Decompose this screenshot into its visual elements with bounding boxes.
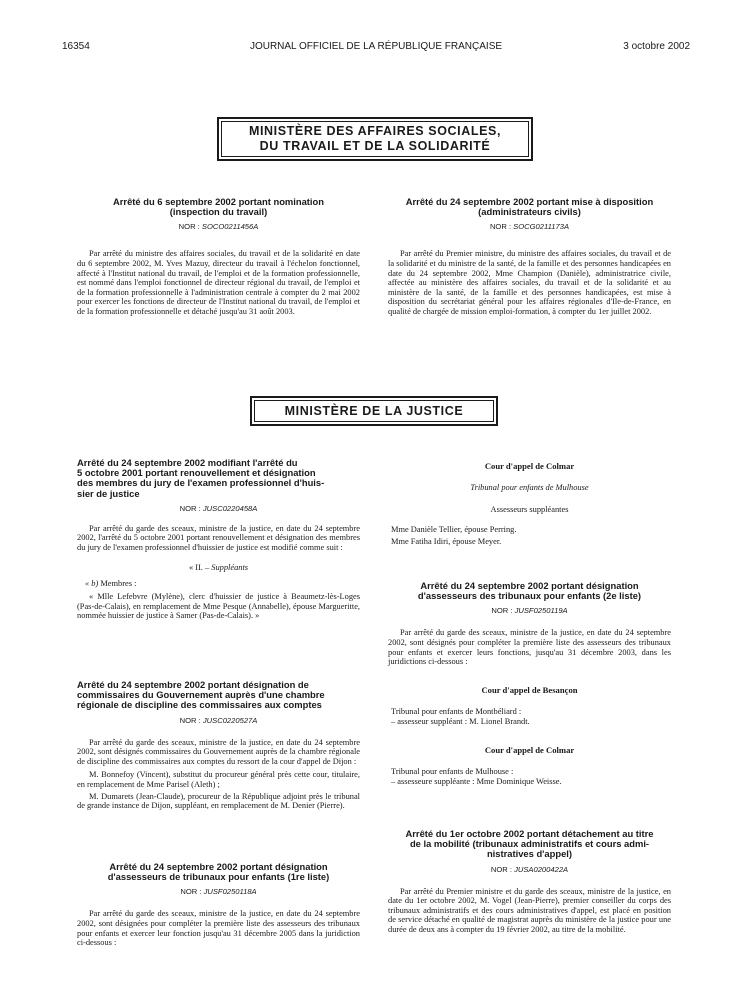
nor-reference [388,222,671,232]
article-paragraph: Par arrêté du ministre des affaires sociales, du travail et de la solidarité en date du 6 septembre 2002, M. Yves Mazuy, directeur du travail à l'échelon fonctionnel, affecté à l'Institut national du travail, de l'emploi et de la formation professionnelle, est nommé dans l'emploi fonctionnel de directeur régional du travail, de l'emploi et de la formation professionnelle à l'administration centrale à compter du 2 mai 2002 pour exercer les fonctions de directeur de l'Institut national du travail, de l'emploi et de la formation professionnelle et détaché jusqu'au 31 août 2003. [77,249,360,316]
article-title [388,829,671,860]
nor-reference [388,865,671,875]
title-line: Arrêté du 24 septembre 2002 portant mise à disposition [405,196,654,207]
title-line: (administrateurs civils) [478,206,581,218]
colmar-continuation [388,461,671,547]
title-line: Arrêté du 24 septembre 2002 portant désignation de [77,679,309,690]
article-title [77,197,360,217]
assesseur-name: Mme Fatiha Idiri, épouse Meyer. [391,537,502,546]
nor-label: NOR : [179,715,203,725]
article-paragraph: Par arrêté du garde des sceaux, ministre de la justice, en date du 24 septembre 2002, sont désignées pour compléter la première liste des assesseurs des tribunaux pour enfants et exercer leur fonction jusqu'au 31 décembre 2005 dans la juridiction ci-dessous : [77,909,360,948]
nor-label: NOR : [178,222,202,232]
nor-code: SOCG0211173A [513,222,570,232]
cour-heading: Cour d'appel de Colmar [484,744,575,755]
nor-reference [77,222,360,232]
assesseurs-heading: Assesseurs suppléantes [490,505,569,514]
nor-label: NOR : [179,503,203,513]
nor-label: NOR : [490,864,515,874]
article-assesseurs-1re-liste [77,862,360,948]
section-prefix: « II. – [188,562,212,572]
section-name: Suppléants [211,562,249,572]
article-paragraph: M. Bonnefoy (Vincent), substitut du procureur général près cette cour, titulaire, en remplacement de Mme Parisel (Aleth) ; [77,770,360,789]
title-line: nistratives d'appel) [486,848,573,860]
article-jury-huissier [77,458,360,621]
article-paragraph: Par arrêté du Premier ministre et du garde des sceaux, ministre de la justice, en date du 1er octobre 2002, M. Vogel (Jean-Pierre), premier conseiller du corps des tribunaux administratifs et des cours administratives d'appel, est placé en position de service détaché en qualité de magistrat auprès du ministère de la justice pour une durée de deux ans à compter du 19 février 2002, au titre de la mobilité. [388,886,671,934]
title-line: Arrêté du 1er octobre 2002 portant détachement au titre [405,828,654,839]
article-title [77,458,360,499]
article-paragraph: Par arrêté du garde des sceaux, ministre de la justice, en date du 24 septembre 2002, sont désignés commissaires du Gouvernement auprès de la chambre régionale de discipline des commissaires aux comptes du ressort de la cour d'appel de Dijon : [77,737,360,766]
assesseur-line: – assesseur suppléant : M. Lionel Brandt. [391,716,530,726]
ministry-title-line1: MINISTÈRE DES AFFAIRES SOCIALES, [248,124,502,138]
nor-code: SOCO0211456A [201,222,259,232]
article-assesseurs-2e-liste [388,581,671,787]
title-line: (inspection du travail) [169,206,268,218]
title-line: d'assesseurs de tribunaux pour enfants (1re liste) [107,871,330,883]
article-commissaires-gouvernement [77,680,360,811]
title-line: Arrêté du 24 septembre 2002 portant désignation [109,861,328,872]
cour-heading: Cour d'appel de Besançon [481,684,578,695]
nor-code: JUSF0250118A [203,887,257,897]
running-head [62,41,690,55]
ministry-title-line2: DU TRAVAIL ET DE LA SOLIDARITÉ [259,139,491,153]
nor-code: JUSC0220458A [202,503,258,513]
issue-date: 3 octobre 2002 [623,41,690,52]
article-title [77,862,360,882]
tribunal-heading: Tribunal pour enfants de Mulhouse [470,483,589,492]
nor-label: NOR : [489,222,514,232]
nor-label: NOR : [180,887,204,897]
assesseur-line: – assesseure suppléante : Mme Dominique Weisse. [391,776,562,786]
article-paragraph: Par arrêté du Premier ministre, du ministre des affaires sociales, du travail et de la solidarité et du ministre de la santé, de la famille et des personnes handicapées en date du 24 septembre 2002, Mme Champion (Danièle), administratrice civile, affectée au ministère des affaires sociales, du travail et de la solidarité et au ministère de la santé, de la famille et des personnes handicapées, est mise à disposition du secrétariat général pour les affaires régionales d'Ile-de-France, en qualité de chargée de mission emploi-formation, à compter du 1er juillet 2002. [388,249,671,316]
title-line: de la mobilité (tribunaux administratifs et cours admi- [409,838,650,850]
article-title [388,197,671,217]
nor-code: JUSA0200422A [514,864,569,874]
title-line: Arrêté du 6 septembre 2002 portant nomination [113,196,324,207]
title-line: 5 octobre 2001 portant renouvellement et désignation [77,467,316,479]
cour-heading: Cour d'appel de Colmar [484,461,575,471]
ministry-title-line1: MINISTÈRE DE LA JUSTICE [284,403,464,418]
nor-reference [77,504,360,514]
page-number: 16354 [62,41,90,52]
article-nomination-inspection [77,197,360,317]
title-line: des membres du jury de l'examen professionnel d'huis- [77,477,325,489]
title-line: régionale de discipline des commissaires aux comptes [77,699,322,711]
title-line: Arrêté du 24 septembre 2002 portant désignation [420,580,639,591]
title-line: d'assesseurs des tribunaux pour enfants (2e liste) [417,590,642,602]
nor-label: NOR : [491,606,515,616]
ministry-box-inner [254,400,494,422]
nor-reference [77,887,360,897]
article-title [77,680,360,711]
article-paragraph: Par arrêté du garde des sceaux, ministre de la justice, en date du 24 septembre 2002, l'arrêté du 5 octobre 2001 portant renouvellement et désignation des membres du jury de l'examen professionnel d'huissier de justice est modifié comme suit : [77,523,360,552]
tribunal-line: Tribunal pour enfants de Montbéliard : [391,706,522,716]
title-line: commissaires du Gouvernement auprès d'une chambre [77,689,325,701]
members-text: Membres : [98,578,137,588]
article-detachement-mobilite [388,829,671,935]
ministry-box-inner [221,121,529,157]
article-paragraph: Par arrêté du garde des sceaux, ministre de la justice, en date du 24 septembre 2002, sont désignés pour compléter la première liste des assesseurs des tribunaux pour enfants et exercer leurs fonctions, jusqu'au 31 décembre 2003, dans les juridictions ci-dessous : [388,628,671,667]
nor-code: JUSC0220527A [202,715,258,725]
article-title [388,581,671,601]
members-letter: « b) [85,578,99,588]
nor-reference [388,606,671,616]
journal-title: JOURNAL OFFICIEL DE LA RÉPUBLIQUE FRANÇAISE [249,41,503,52]
section-heading [77,563,360,573]
nor-code: JUSF0250119A [514,606,568,616]
ministry-justice-box [250,396,498,426]
title-line: Arrêté du 24 septembre 2002 modifiant l'arrêté du [77,457,298,468]
article-paragraph: M. Dumarets (Jean-Claude), procureur de la République adjoint près le tribunal de grande instance de Dijon, suppléant, en remplacement de M. Denier (Pierre). [77,791,360,811]
article-mise-a-disposition [388,197,671,317]
nor-reference [77,716,360,726]
members-label [77,579,360,589]
title-line: sier de justice [77,487,140,499]
ministry-affaires-sociales-box [217,117,533,161]
assesseur-name: Mme Danièle Tellier, épouse Perring. [391,525,517,534]
tribunal-line: Tribunal pour enfants de Mulhouse : [391,766,514,776]
article-paragraph: « Mlle Lefebvre (Mylène), clerc d'huissier de justice à Beaumetz-lès-Loges (Pas-de-Calais), en remplacement de Mme Pesque (Annabelle), épouse Margueritte, nommée huissier de justice à Samer (Pas-de-Calais). » [77,592,360,621]
